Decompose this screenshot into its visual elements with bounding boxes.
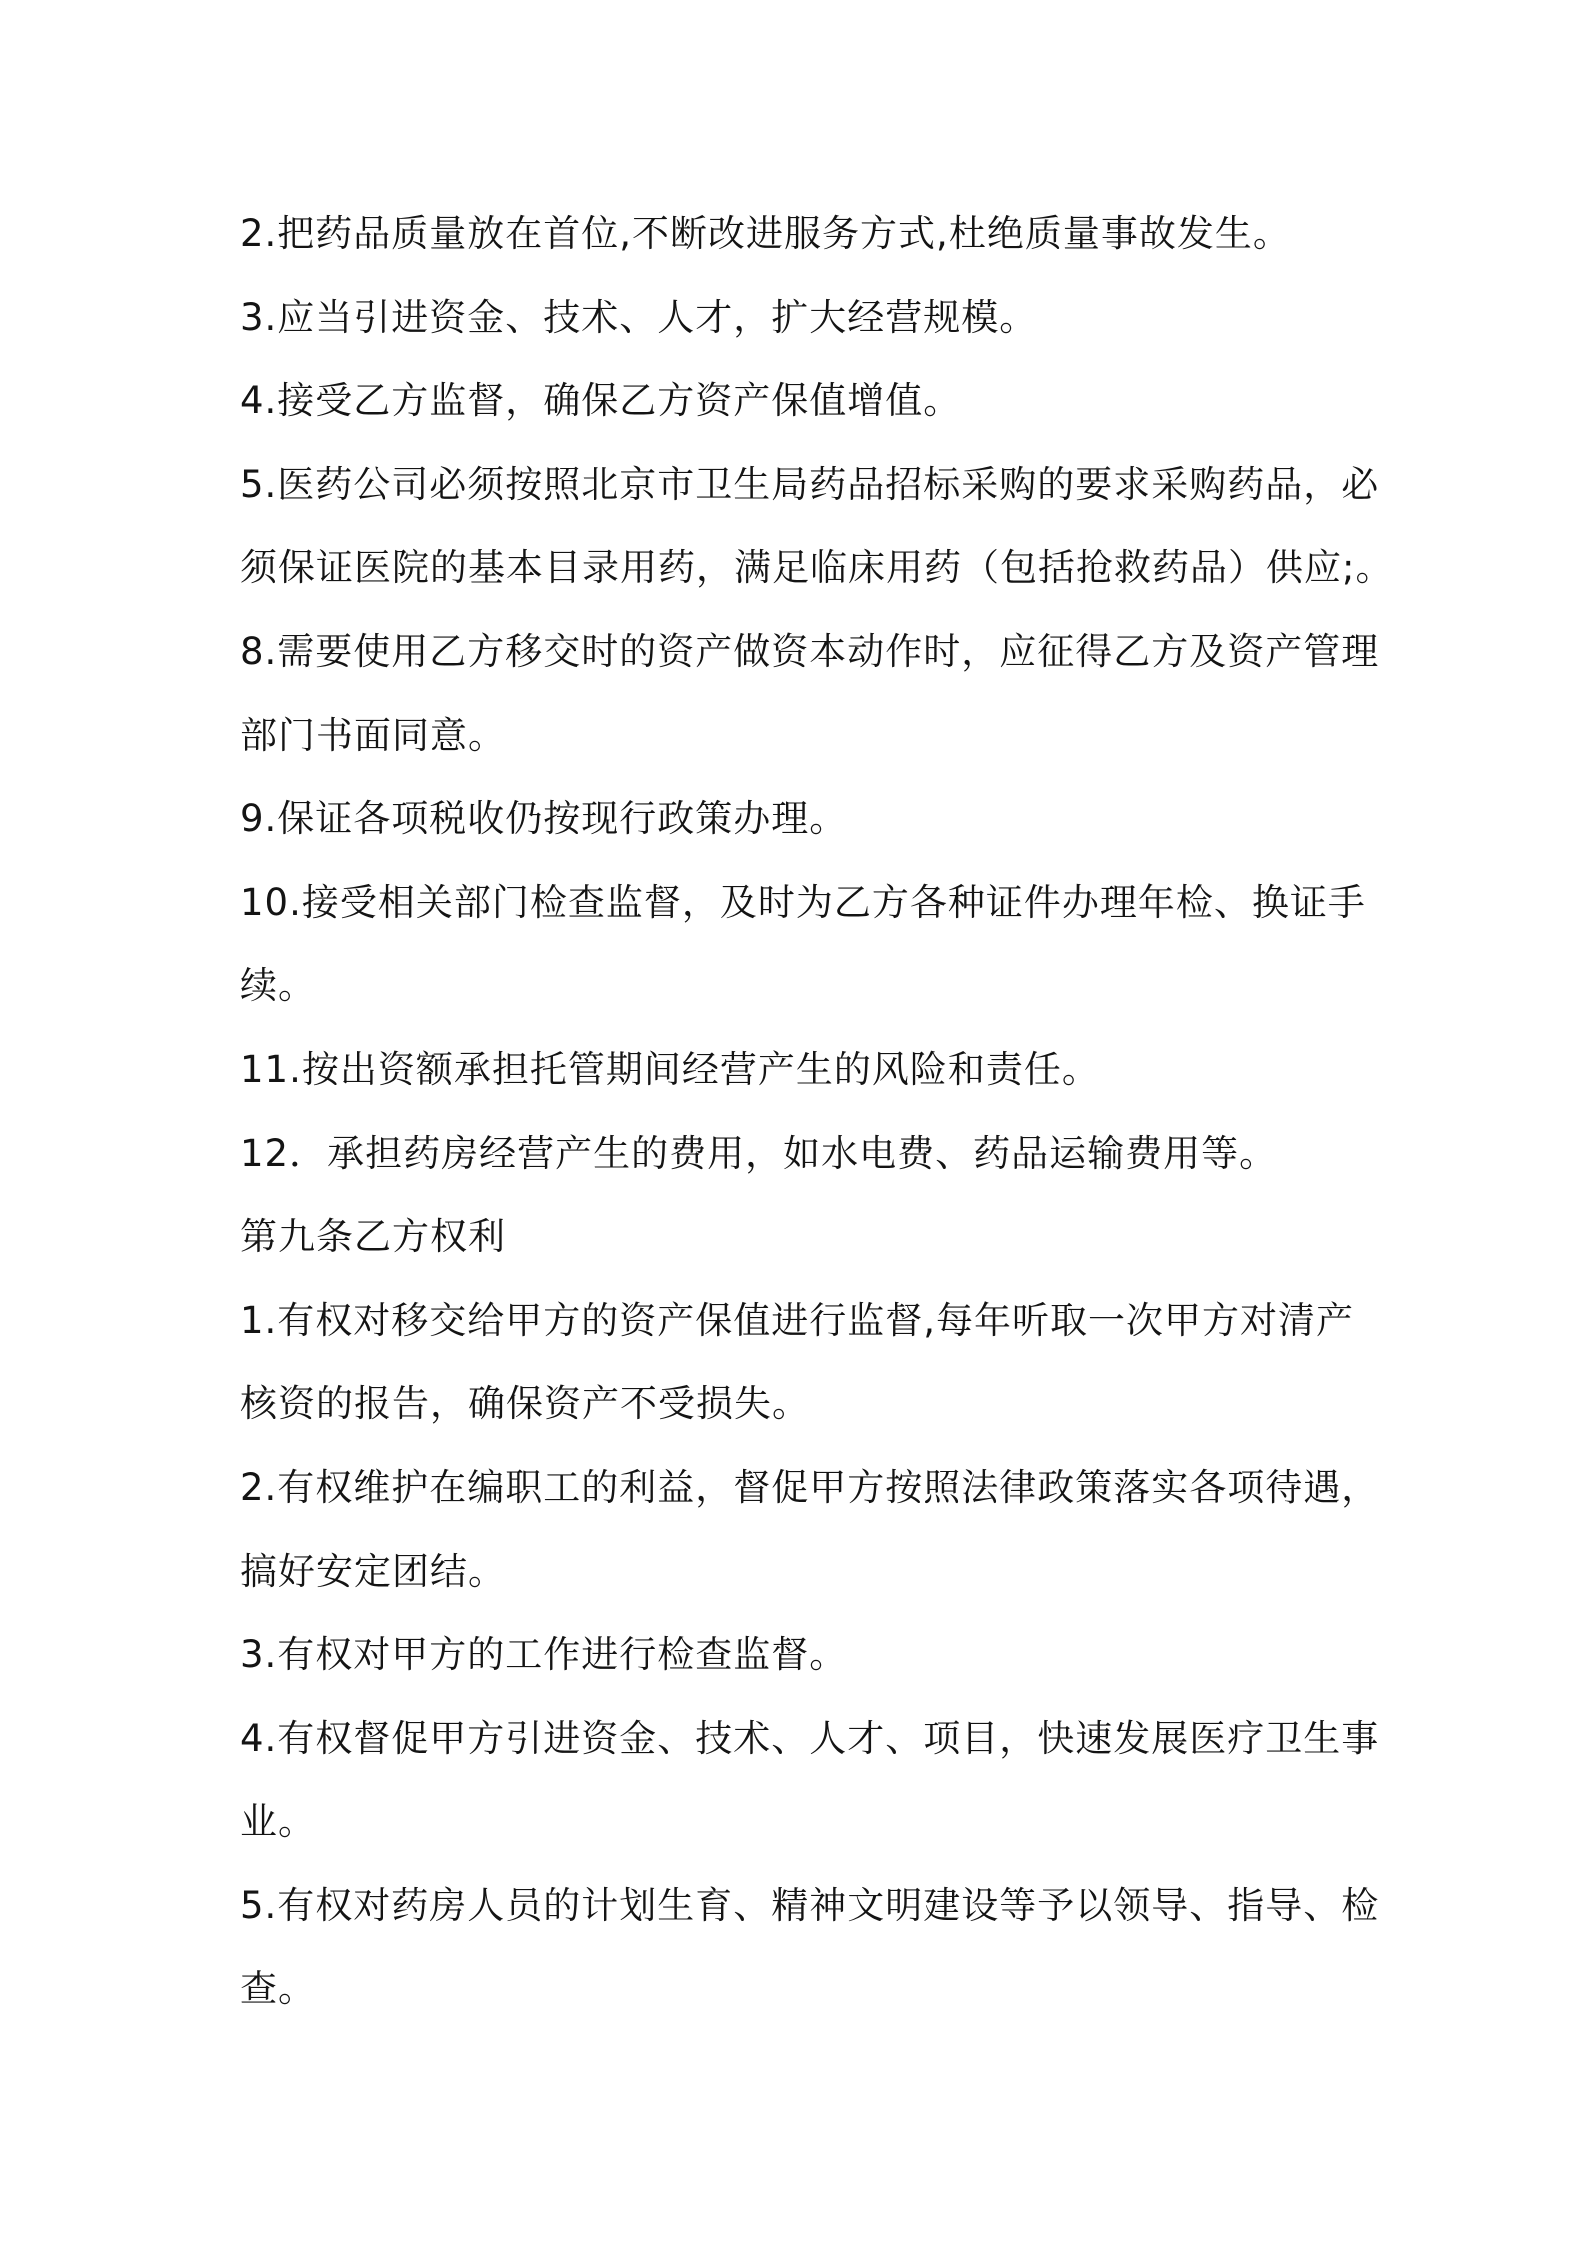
text-line: 须保证医院的基本目录用药，满足临床用药（包括抢救药品）供应;。: [240, 546, 1394, 590]
text-line: 10.接受相关部门检查监督，及时为乙方各种证件办理年检、换证手: [240, 880, 1366, 924]
text-line: 部门书面同意。: [240, 713, 506, 757]
text-line: 5.医药公司必须按照北京市卫生局药品招标采购的要求采购药品，必: [240, 462, 1380, 506]
text-line: 2.有权维护在编职工的利益，督促甲方按照法律政策落实各项待遇，: [240, 1465, 1380, 1509]
text-line: 业。: [240, 1800, 316, 1844]
text-line: 12．承担药房经营产生的费用，如水电费、药品运输费用等。: [240, 1131, 1278, 1175]
text-line: 3.应当引进资金、技术、人才，扩大经营规模。: [240, 295, 1038, 339]
text-line: 2.把药品质量放在首位,不断改进服务方式,杜绝质量事故发生。: [240, 212, 1291, 255]
text-line: 续。: [240, 964, 316, 1008]
text-line: 9.保证各项税收仍按现行政策办理。: [240, 797, 848, 841]
text-line: 5.有权对药房人员的计划生育、精神文明建设等予以领导、指导、检: [240, 1883, 1380, 1927]
text-line: 搞好安定团结。: [240, 1549, 506, 1593]
text-line: 4.接受乙方监督，确保乙方资产保值增值。: [240, 379, 962, 423]
text-line: 8.需要使用乙方移交时的资产做资本动作时，应征得乙方及资产管理: [240, 629, 1380, 673]
document-body: [240, 192, 1394, 2031]
text-line: 3.有权对甲方的工作进行检查监督。: [240, 1633, 848, 1677]
text-line: 查。: [240, 1967, 316, 2011]
section-heading: 第九条乙方权利: [240, 1215, 506, 1259]
text-line: 4.有权督促甲方引进资金、技术、人才、项目，快速发展医疗卫生事: [240, 1716, 1380, 1760]
text-line: 1.有权对移交给甲方的资产保值进行监督,每年听取一次甲方对清产: [240, 1298, 1355, 1342]
text-line: 11.按出资额承担托管期间经营产生的风险和责任。: [240, 1047, 1100, 1091]
text-line: 核资的报告，确保资产不受损失。: [240, 1382, 810, 1426]
